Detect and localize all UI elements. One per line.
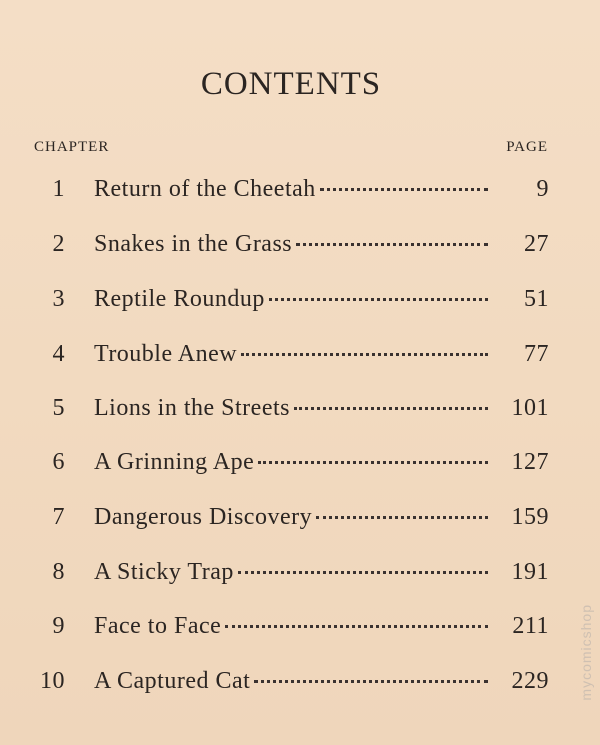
chapter-title: Dangerous Discovery	[94, 504, 313, 530]
dot-leader	[241, 353, 488, 356]
toc-row	[0, 395, 600, 429]
chapter-number: 1	[52, 176, 65, 202]
chapter-title: A Captured Cat	[94, 668, 251, 694]
chapter-title-line	[94, 504, 488, 531]
contents-title: CONTENTS	[200, 66, 382, 102]
chapter-number: 7	[52, 504, 65, 530]
chapter-page-number: 101	[511, 395, 549, 421]
chapter-title-line	[94, 613, 488, 640]
chapter-title: Lions in the Streets	[94, 395, 290, 421]
toc-row	[0, 559, 600, 593]
dot-leader	[258, 461, 488, 464]
toc-row	[0, 286, 600, 320]
chapter-title: Snakes in the Grass	[94, 231, 293, 257]
chapter-title: A Sticky Trap	[94, 559, 234, 585]
chapter-number: 4	[52, 341, 65, 367]
chapter-column-header: CHAPTER	[34, 139, 110, 155]
dot-leader	[238, 571, 488, 574]
dot-leader	[316, 516, 488, 519]
chapter-page-number: 77	[524, 341, 549, 367]
chapter-page-number: 127	[511, 449, 549, 475]
dot-leader	[225, 625, 488, 628]
chapter-number: 3	[52, 286, 65, 312]
chapter-title: Return of the Cheetah	[94, 176, 316, 202]
chapter-number: 8	[52, 559, 65, 585]
toc-row	[0, 176, 600, 210]
chapter-number: 9	[52, 613, 65, 639]
chapter-page-number: 229	[511, 668, 549, 694]
chapter-number: 10	[40, 668, 65, 694]
chapter-page-number: 51	[524, 286, 549, 312]
toc-row	[0, 613, 600, 647]
toc-row	[0, 449, 600, 483]
chapter-number: 5	[52, 395, 65, 421]
toc-row	[0, 504, 600, 538]
chapter-title-line	[94, 231, 488, 258]
dot-leader	[254, 680, 488, 683]
chapter-title-line	[94, 449, 488, 476]
chapter-title: Reptile Roundup	[94, 286, 265, 312]
chapter-title-line	[94, 341, 488, 368]
dot-leader	[320, 188, 488, 191]
chapter-page-number: 27	[524, 231, 549, 257]
dot-leader	[269, 298, 488, 301]
chapter-page-number: 9	[536, 176, 549, 202]
chapter-title-line	[94, 668, 488, 695]
chapter-number: 6	[52, 449, 65, 475]
chapter-page-number: 159	[511, 504, 549, 530]
chapter-page-number: 191	[511, 559, 549, 585]
toc-row	[0, 668, 600, 702]
watermark: mycomicshop	[578, 604, 594, 701]
chapter-title: Face to Face	[94, 613, 222, 639]
chapter-title-line	[94, 559, 488, 586]
toc-row	[0, 231, 600, 265]
chapter-title: Trouble Anew	[94, 341, 238, 367]
chapter-title-line	[94, 286, 488, 313]
chapter-title-line	[94, 176, 488, 203]
toc-row	[0, 341, 600, 375]
chapter-title: A Grinning Ape	[94, 449, 255, 475]
dot-leader	[294, 407, 488, 410]
page-column-header: PAGE	[506, 139, 548, 155]
chapter-number: 2	[52, 231, 65, 257]
dot-leader	[296, 243, 488, 246]
chapter-title-line	[94, 395, 488, 422]
chapter-page-number: 211	[512, 613, 549, 639]
